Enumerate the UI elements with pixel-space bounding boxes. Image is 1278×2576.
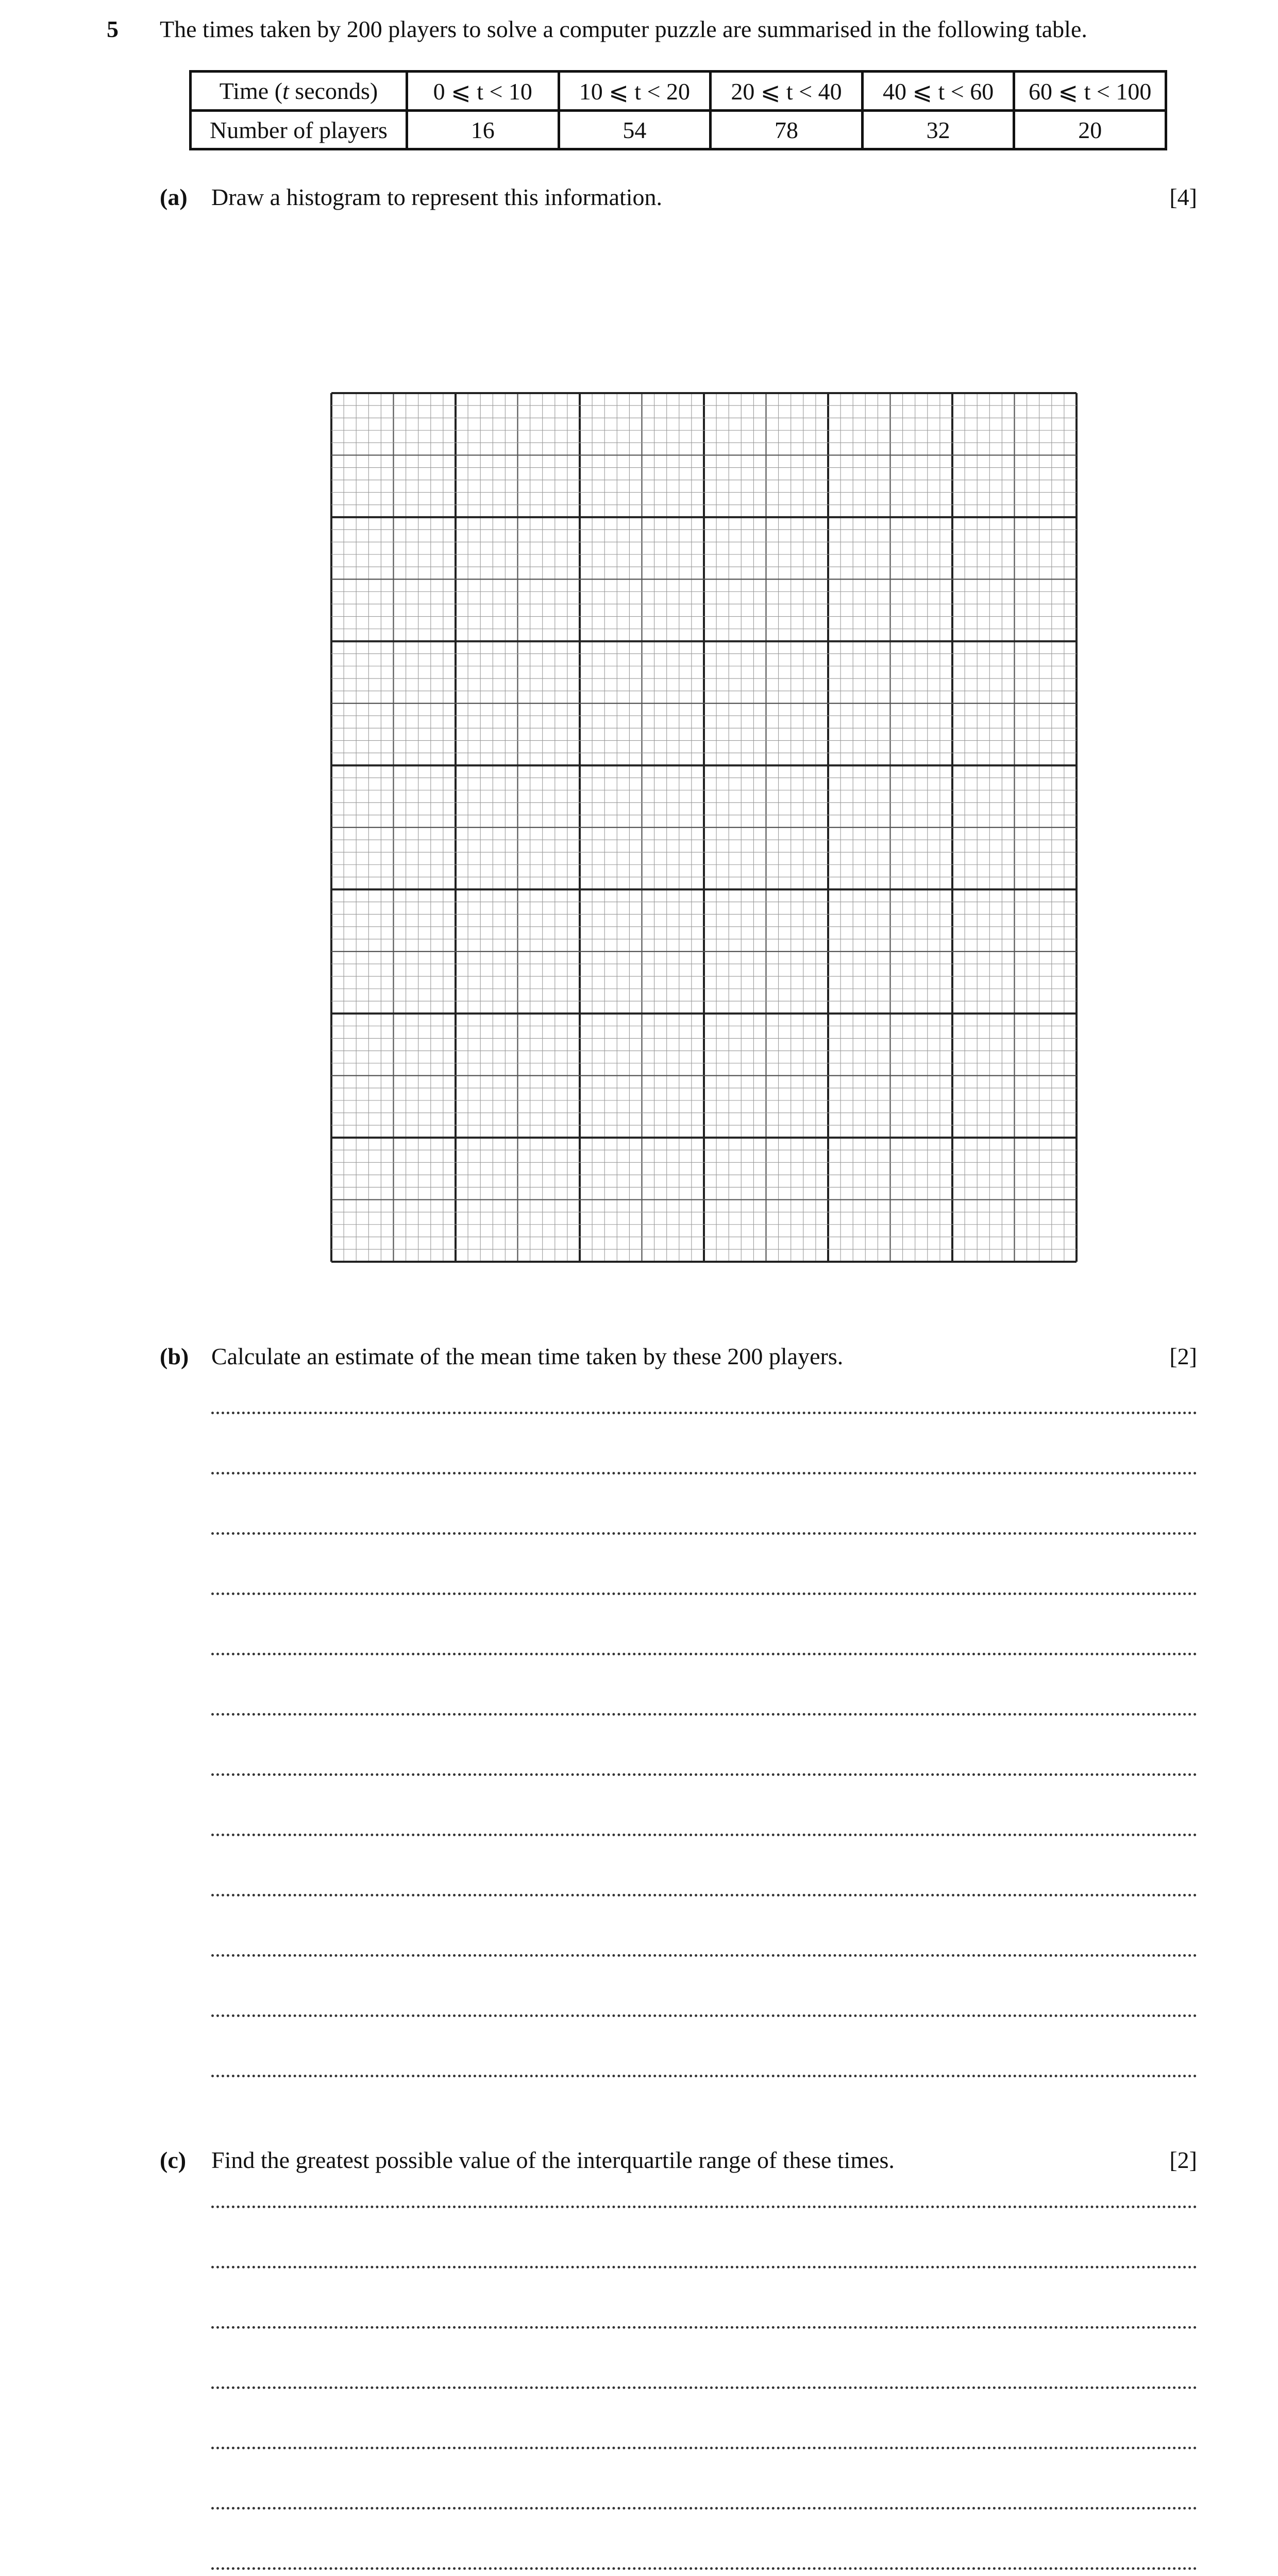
graph-paper-grid[interactable]	[330, 392, 1078, 1263]
part-b-answer-line[interactable]	[211, 2075, 1197, 2077]
table-cell: 60 ⩽ t < 100	[1014, 72, 1166, 111]
table-cell: 16	[407, 111, 559, 149]
part-c-answer-line[interactable]	[211, 2567, 1197, 2570]
part-c-answer-line[interactable]	[211, 2266, 1197, 2268]
table-cell: 20	[1014, 111, 1166, 149]
table-cell: 40 ⩽ t < 60	[862, 72, 1014, 111]
table-cell: 20 ⩽ t < 40	[711, 72, 863, 111]
table-cell: 54	[559, 111, 711, 149]
part-b-marks: [2]	[1169, 1343, 1197, 1369]
part-c-answer-line[interactable]	[211, 2447, 1197, 2449]
time-row-header	[191, 72, 407, 111]
part-a-label: (a)	[160, 184, 188, 210]
part-c-answer-line[interactable]	[211, 2386, 1197, 2389]
part-b-answer-line[interactable]	[211, 1653, 1197, 1655]
frequency-table	[189, 70, 1167, 150]
part-b-answer-line[interactable]	[211, 1894, 1197, 1896]
table-cell: 78	[711, 111, 863, 149]
part-b-answer-line[interactable]	[211, 1713, 1197, 1716]
table-cell: 10 ⩽ t < 20	[559, 72, 711, 111]
part-b-answer-line[interactable]	[211, 1773, 1197, 1776]
part-b-answer-line[interactable]	[211, 1412, 1197, 1414]
table-cell: 0 ⩽ t < 10	[407, 72, 559, 111]
part-c-label: (c)	[160, 2147, 187, 2173]
players-row-header: Number of players	[191, 111, 407, 149]
table-row	[191, 111, 1166, 149]
part-b-answer-line[interactable]	[211, 1954, 1197, 1957]
part-c-answer-line[interactable]	[211, 2206, 1197, 2208]
part-b-answer-line[interactable]	[211, 1472, 1197, 1475]
graph-paper[interactable]	[330, 392, 1078, 1263]
question-number: 5	[107, 16, 119, 42]
part-b-answer-line[interactable]	[211, 1834, 1197, 1836]
question-text: The times taken by 200 players to solve a computer puzzle are summarised in the following table.	[160, 16, 1087, 42]
part-a-text: Draw a histogram to represent this information.	[211, 184, 663, 210]
part-b-answer-line[interactable]	[211, 1532, 1197, 1535]
part-b-answer-line[interactable]	[211, 2014, 1197, 2017]
part-c-answer-line[interactable]	[211, 2326, 1197, 2329]
part-c-answer-line[interactable]	[211, 2507, 1197, 2510]
part-b-text: Calculate an estimate of the mean time taken by these 200 players.	[211, 1343, 844, 1369]
table-row	[191, 72, 1166, 111]
table-cell: 32	[862, 111, 1014, 149]
part-b-label: (b)	[160, 1343, 189, 1369]
part-b-answer-line[interactable]	[211, 1592, 1197, 1595]
part-c-marks: [2]	[1169, 2147, 1197, 2173]
part-a-marks: [4]	[1169, 184, 1197, 210]
time-header-text: Time (t seconds)	[219, 78, 378, 105]
part-c-text: Find the greatest possible value of the interquartile range of these times.	[211, 2147, 895, 2173]
